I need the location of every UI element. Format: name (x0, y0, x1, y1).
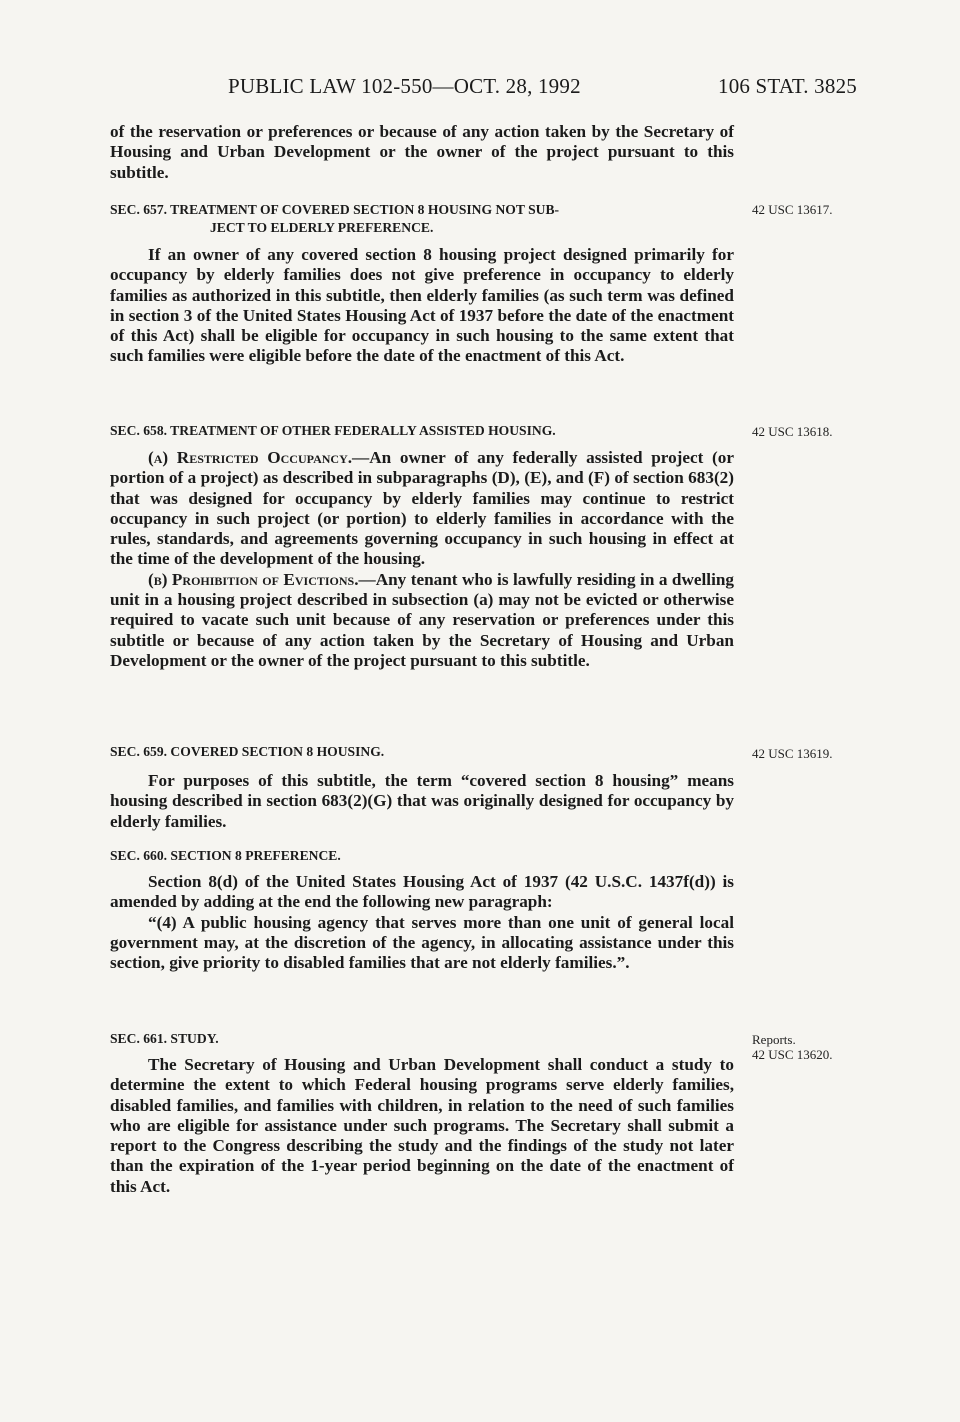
page-header-title: PUBLIC LAW 102-550—OCT. 28, 1992 (228, 74, 581, 98)
sec-657-heading-line2: JECT TO ELDERLY PREFERENCE. (210, 220, 434, 235)
sec-658-a-label: (a) Restricted Occupancy. (148, 448, 353, 467)
sec-658-a-text: —An owner of any federally assisted project (or portion of a project) as described in subparagraphs (D), (E), and (F) of section 683(2) that was designed for occupancy by elderly families may continue to restrict occupancy in such project (or portion) to elderly families in accordance with the rules, standards, and agreements governing occupancy in such housing in effect at the time of the development of the housing. (110, 448, 735, 569)
sec-661-margin-note-reports: Reports. (752, 1032, 796, 1047)
sec-658-body (110, 448, 734, 671)
sec-657-body (110, 245, 734, 367)
sec-660-body (110, 872, 734, 973)
sec-659-body (110, 771, 734, 832)
sec-659-text: For purposes of this subtitle, the term “covered section 8 housing” means housing described in section 683(2)(G) that was originally designed for occupancy by elderly families. (110, 771, 734, 831)
sec-658-heading: SEC. 658. TREATMENT OF OTHER FEDERALLY ASSISTED HOUSING. (110, 423, 556, 438)
continuation-paragraph (110, 122, 734, 183)
sec-661-heading: SEC. 661. STUDY. (110, 1031, 219, 1046)
sec-661-margin-note-usc: 42 USC 13620. (752, 1047, 833, 1062)
sec-658-b-text: —Any tenant who is lawfully residing in a dwelling unit in a housing project described in subsection (a) may not be evicted or otherwise required to vacate such unit because of any reservation or preferences under this subtitle or because of any action taken by the Secretary of Housing and Urban Development or the owner of the project pursuant to this subtitle. (110, 569, 735, 670)
sec-657-text: If an owner of any covered section 8 housing project designed primarily for occupancy by elderly families does not give preference in occupancy to elderly families as authorized in this subtitle, then elderly families (as such term was defined in section 3 of the United States Housing Act of 1937 before the date of the enactment of this Act) shall be eligible for occupancy in such housing to the same extent that such families were eligible before the date of the enactment of this Act. (110, 245, 734, 366)
sec-660-text: Section 8(d) of the United States Housing Act of 1937 (42 U.S.C. 1437f(d)) is amended by adding at the end the following new paragraph: (110, 872, 734, 912)
sec-660-heading: SEC. 660. SECTION 8 PREFERENCE. (110, 848, 341, 863)
sec-661-text: The Secretary of Housing and Urban Development shall conduct a study to determine the extent to which Federal housing programs serve elderly families, disabled families, and families with children, in relation to the need of such families who are eligible for assistance under such programs. The Secretary shall submit a report to the Congress describing the study and the findings of the study not later than the expiration of the 1-year period beginning on the date of the enactment of this Act. (110, 1055, 734, 1196)
page-header-stat-citation: 106 STAT. 3825 (718, 74, 857, 98)
sec-659-margin-note: 42 USC 13619. (752, 746, 833, 761)
sec-661-body (110, 1055, 734, 1197)
sec-657-margin-note: 42 USC 13617. (752, 202, 833, 217)
sec-658-b-label: (b) Prohibition of Evictions. (148, 569, 359, 589)
sec-658-subsection-a (110, 448, 734, 570)
sec-657-heading-line1: SEC. 657. TREATMENT OF COVERED SECTION 8 HOUSING NOT SUB- (110, 202, 560, 217)
sec-658-margin-note: 42 USC 13618. (752, 424, 833, 439)
sec-658-subsection-b (110, 570, 734, 671)
sec-660-quoted-paragraph: “(4) A public housing agency that serves more than one unit of general local government may, at the discretion of the agency, in allocating assistance under this section, give priority to disabled families that are not elderly families.”. (110, 912, 734, 973)
page-header (0, 74, 960, 102)
sec-659-heading: SEC. 659. COVERED SECTION 8 HOUSING. (110, 744, 385, 759)
sec-657-heading (110, 201, 734, 237)
continuation-text: of the reservation or preferences or because of any action taken by the Secretary of Housing and Urban Development or the owner of the project pursuant to this subtitle. (110, 122, 734, 182)
